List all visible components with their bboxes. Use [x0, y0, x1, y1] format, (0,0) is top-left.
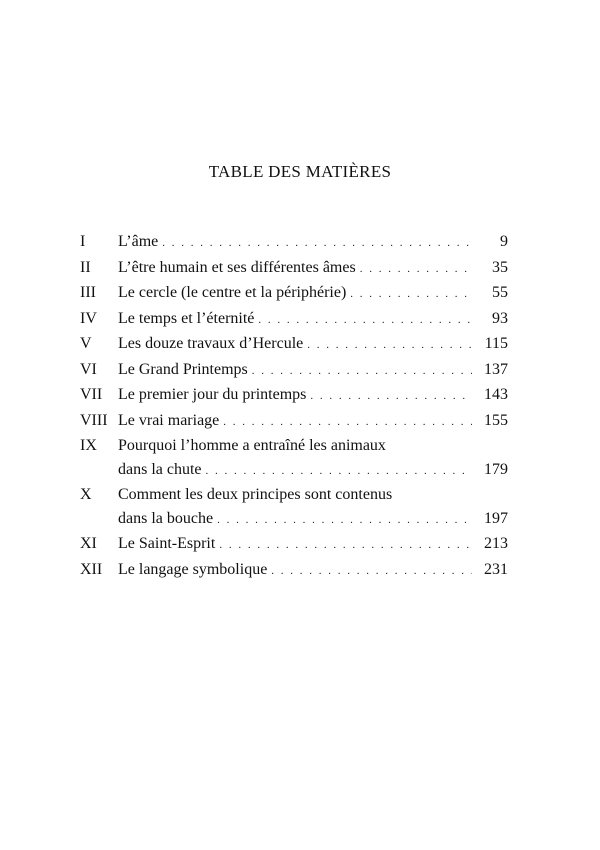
- page-number: 115: [484, 335, 508, 352]
- chapter-title-line: [118, 256, 508, 282]
- chapter-number: XI: [80, 535, 97, 552]
- chapter-title-line: [118, 281, 508, 307]
- chapter-number: XII: [80, 560, 103, 578]
- chapter-title-block: [118, 332, 508, 358]
- chapter-title-block: [118, 532, 508, 558]
- page-number: 9: [500, 233, 508, 250]
- chapter-title-line: [118, 307, 508, 333]
- toc-entry: [80, 281, 508, 307]
- dot-leader: [219, 534, 472, 558]
- toc-entry: [80, 434, 508, 483]
- dot-leader: [217, 509, 472, 533]
- chapter-title: L’être humain et ses différentes âmes: [118, 258, 356, 276]
- chapter-title-block: [118, 281, 508, 307]
- page-title: TABLE DES MATIÈRES: [208, 162, 392, 181]
- chapter-title-block: [118, 230, 508, 256]
- toc-entry: [80, 256, 508, 282]
- chapter-number: II: [80, 258, 91, 276]
- chapter-title-line: [118, 332, 508, 358]
- chapter-title: Le Saint-Esprit: [118, 535, 216, 552]
- dot-leader: [162, 232, 472, 256]
- chapter-title: dans la bouche: [118, 509, 214, 527]
- chapter-title-line: [118, 434, 508, 458]
- dot-leader: [307, 334, 472, 358]
- chapter-title-block: [118, 434, 508, 483]
- chapter-title-block: [118, 483, 508, 532]
- dot-leader: [223, 411, 472, 435]
- chapter-title-line: [118, 383, 508, 409]
- chapter-title-block: [118, 409, 508, 435]
- chapter-title-line: [118, 532, 508, 558]
- chapter-number: IX: [80, 437, 97, 454]
- dot-leader: [360, 258, 472, 282]
- chapter-number: VI: [80, 360, 97, 378]
- chapter-title: Comment les deux principes sont contenus: [118, 486, 393, 503]
- chapter-title: L’âme: [118, 233, 159, 250]
- chapter-title: Le vrai mariage: [118, 411, 220, 429]
- chapter-title-block: [118, 558, 508, 584]
- page-number: 143: [484, 386, 508, 403]
- toc-entry: [80, 230, 508, 256]
- chapter-title-line: [118, 409, 508, 435]
- page-number: 93: [492, 309, 508, 327]
- toc-entry: [80, 558, 508, 584]
- chapter-title-block: [118, 383, 508, 409]
- chapter-title: Le langage symbolique: [118, 560, 268, 578]
- chapter-title-block: [118, 256, 508, 282]
- toc-entry: [80, 532, 508, 558]
- dot-leader: [271, 560, 472, 584]
- dot-leader: [252, 360, 472, 384]
- chapter-title-line: [118, 507, 508, 533]
- chapter-title-block: [118, 307, 508, 333]
- page-number: 155: [484, 411, 508, 429]
- chapter-number: III: [80, 284, 96, 301]
- page-number: 55: [492, 284, 508, 301]
- chapter-title-line: [118, 458, 508, 484]
- toc-entry: [80, 358, 508, 384]
- page-number: 231: [484, 560, 508, 578]
- chapter-title-line: [118, 230, 508, 256]
- chapter-title-line: [118, 558, 508, 584]
- chapter-title: Le premier jour du printemps: [118, 386, 307, 403]
- dot-leader: [350, 283, 472, 307]
- chapter-title: Les douze travaux d’Hercule: [118, 335, 304, 352]
- toc-entry: [80, 332, 508, 358]
- toc-entry: [80, 409, 508, 435]
- page-number: 197: [484, 509, 508, 527]
- page-number: 35: [492, 258, 508, 276]
- chapter-title: dans la chute: [118, 460, 202, 478]
- chapter-number: IV: [80, 309, 97, 327]
- page-number: 213: [484, 535, 508, 552]
- chapter-number: X: [80, 486, 92, 503]
- dot-leader: [310, 385, 472, 409]
- chapter-number: V: [80, 335, 92, 352]
- chapter-title: Le Grand Printemps: [118, 360, 248, 378]
- chapter-title-line: [118, 358, 508, 384]
- toc-entry: [80, 483, 508, 532]
- chapter-title: Le temps et l’éternité: [118, 309, 255, 327]
- table-of-contents: [80, 230, 508, 583]
- chapter-title-block: [118, 358, 508, 384]
- chapter-title: Pourquoi l’homme a entraîné les animaux: [118, 437, 386, 454]
- chapter-title: Le cercle (le centre et la périphérie): [118, 284, 347, 301]
- dot-leader: [206, 460, 472, 484]
- chapter-title-line: [118, 483, 508, 507]
- chapter-number: VIII: [80, 411, 108, 429]
- chapter-number: I: [80, 233, 86, 250]
- toc-entry: [80, 383, 508, 409]
- chapter-number: VII: [80, 386, 103, 403]
- page-number: 137: [484, 360, 508, 378]
- page-number: 179: [484, 460, 508, 478]
- dot-leader: [258, 309, 472, 333]
- toc-entry: [80, 307, 508, 333]
